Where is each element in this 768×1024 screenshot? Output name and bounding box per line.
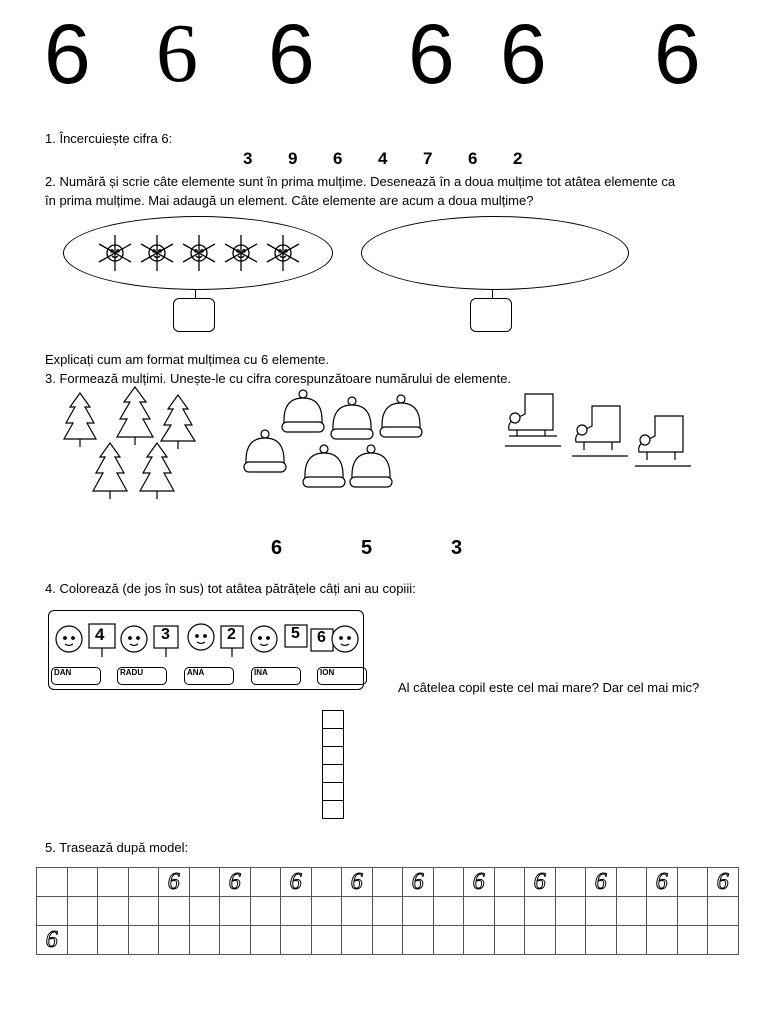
ex1-digit-row xyxy=(0,149,768,171)
age-card: 6 xyxy=(317,629,326,646)
ex3-title: 3. Formează mulțimi. Unește-le cu cifra corespunzătoare numărului de elemente. xyxy=(45,371,512,386)
child-name: RADU xyxy=(117,667,167,685)
trace-six-model[interactable]: 6 xyxy=(342,868,373,897)
coloring-tower[interactable] xyxy=(322,710,344,819)
tower-square[interactable] xyxy=(323,729,343,747)
ex5-title: 5. Trasează după model: xyxy=(45,840,189,855)
header-six-6: 6 xyxy=(654,7,701,101)
header-six-5: 6 xyxy=(500,7,547,101)
snowflakes-icon xyxy=(94,232,304,274)
ex1-digit[interactable]: 4 xyxy=(378,149,388,168)
trace-six-model[interactable]: 6 xyxy=(647,868,678,897)
trace-six-model[interactable]: 6 xyxy=(281,868,312,897)
tracing-grid[interactable] xyxy=(36,867,739,955)
header-six-4: 6 xyxy=(408,7,455,101)
connector-right xyxy=(492,289,493,298)
child-name: ANA xyxy=(184,667,234,685)
ex1-digit[interactable]: 6 xyxy=(333,149,343,168)
set-ellipse-right[interactable] xyxy=(361,216,629,290)
header-six-1: 6 xyxy=(44,7,91,101)
tower-square[interactable] xyxy=(323,801,343,818)
trace-six-model[interactable]: 6 xyxy=(464,868,495,897)
ex3-number[interactable]: 3 xyxy=(451,537,463,559)
ex3-number[interactable]: 5 xyxy=(361,537,373,559)
trace-six-model[interactable]: 6 xyxy=(708,868,739,897)
ex3-number[interactable]: 6 xyxy=(271,537,283,559)
answer-box-left[interactable] xyxy=(173,298,215,332)
trace-six-model[interactable]: 6 xyxy=(220,868,251,897)
connector-left xyxy=(195,289,196,298)
ex2-instruction-line2: în prima mulțime. Mai adaugă un element. Câte elemente are acum a doua mulțime? xyxy=(45,193,534,208)
ex2-explain: Explicați cum am format mulțimea cu 6 elemente. xyxy=(45,352,329,367)
child-name: DAN xyxy=(51,667,101,685)
tower-square[interactable] xyxy=(323,783,343,801)
header-six-2: 6 xyxy=(156,7,198,100)
ex4-title: 4. Colorează (de jos în sus) tot atâtea pătrățele câți ani au copiii: xyxy=(45,581,416,596)
trees-icon xyxy=(60,385,210,507)
age-card: 3 xyxy=(161,626,170,643)
age-card: 4 xyxy=(95,625,105,644)
ex1-title: 1. Încercuiește cifra 6: xyxy=(45,131,173,146)
tower-square[interactable] xyxy=(323,765,343,783)
hats-icon xyxy=(240,385,430,500)
ex1-digit[interactable]: 7 xyxy=(423,149,433,168)
ex4-question: Al câtelea copil este cel mai mare? Dar cel mai mic? xyxy=(398,680,700,695)
skates-icon xyxy=(500,392,695,477)
children-panel xyxy=(48,610,364,690)
tower-square[interactable] xyxy=(323,711,343,729)
trace-six-model[interactable]: 6 xyxy=(525,868,556,897)
child-name: ION xyxy=(317,667,367,685)
answer-box-right[interactable] xyxy=(470,298,512,332)
trace-six-model[interactable]: 6 xyxy=(403,868,434,897)
trace-six-model[interactable]: 6 xyxy=(586,868,617,897)
trace-six-model[interactable]: 6 xyxy=(37,926,68,955)
trace-six-model[interactable]: 6 xyxy=(159,868,190,897)
age-card: 2 xyxy=(227,626,236,643)
set-ellipse-left xyxy=(63,216,333,290)
age-card: 5 xyxy=(291,625,300,642)
ex2-instruction-line1: 2. Numără și scrie câte elemente sunt în prima mulțime. Desenează în a doua mulțime tot atâtea elemente ca xyxy=(45,174,676,189)
ex1-digit[interactable]: 9 xyxy=(288,149,298,168)
ex1-digit[interactable]: 3 xyxy=(243,149,253,168)
child-name: INA xyxy=(251,667,301,685)
tower-square[interactable] xyxy=(323,747,343,765)
header-six-3: 6 xyxy=(268,7,315,101)
ex1-digit[interactable]: 2 xyxy=(513,149,523,168)
ex1-digit[interactable]: 6 xyxy=(468,149,478,168)
